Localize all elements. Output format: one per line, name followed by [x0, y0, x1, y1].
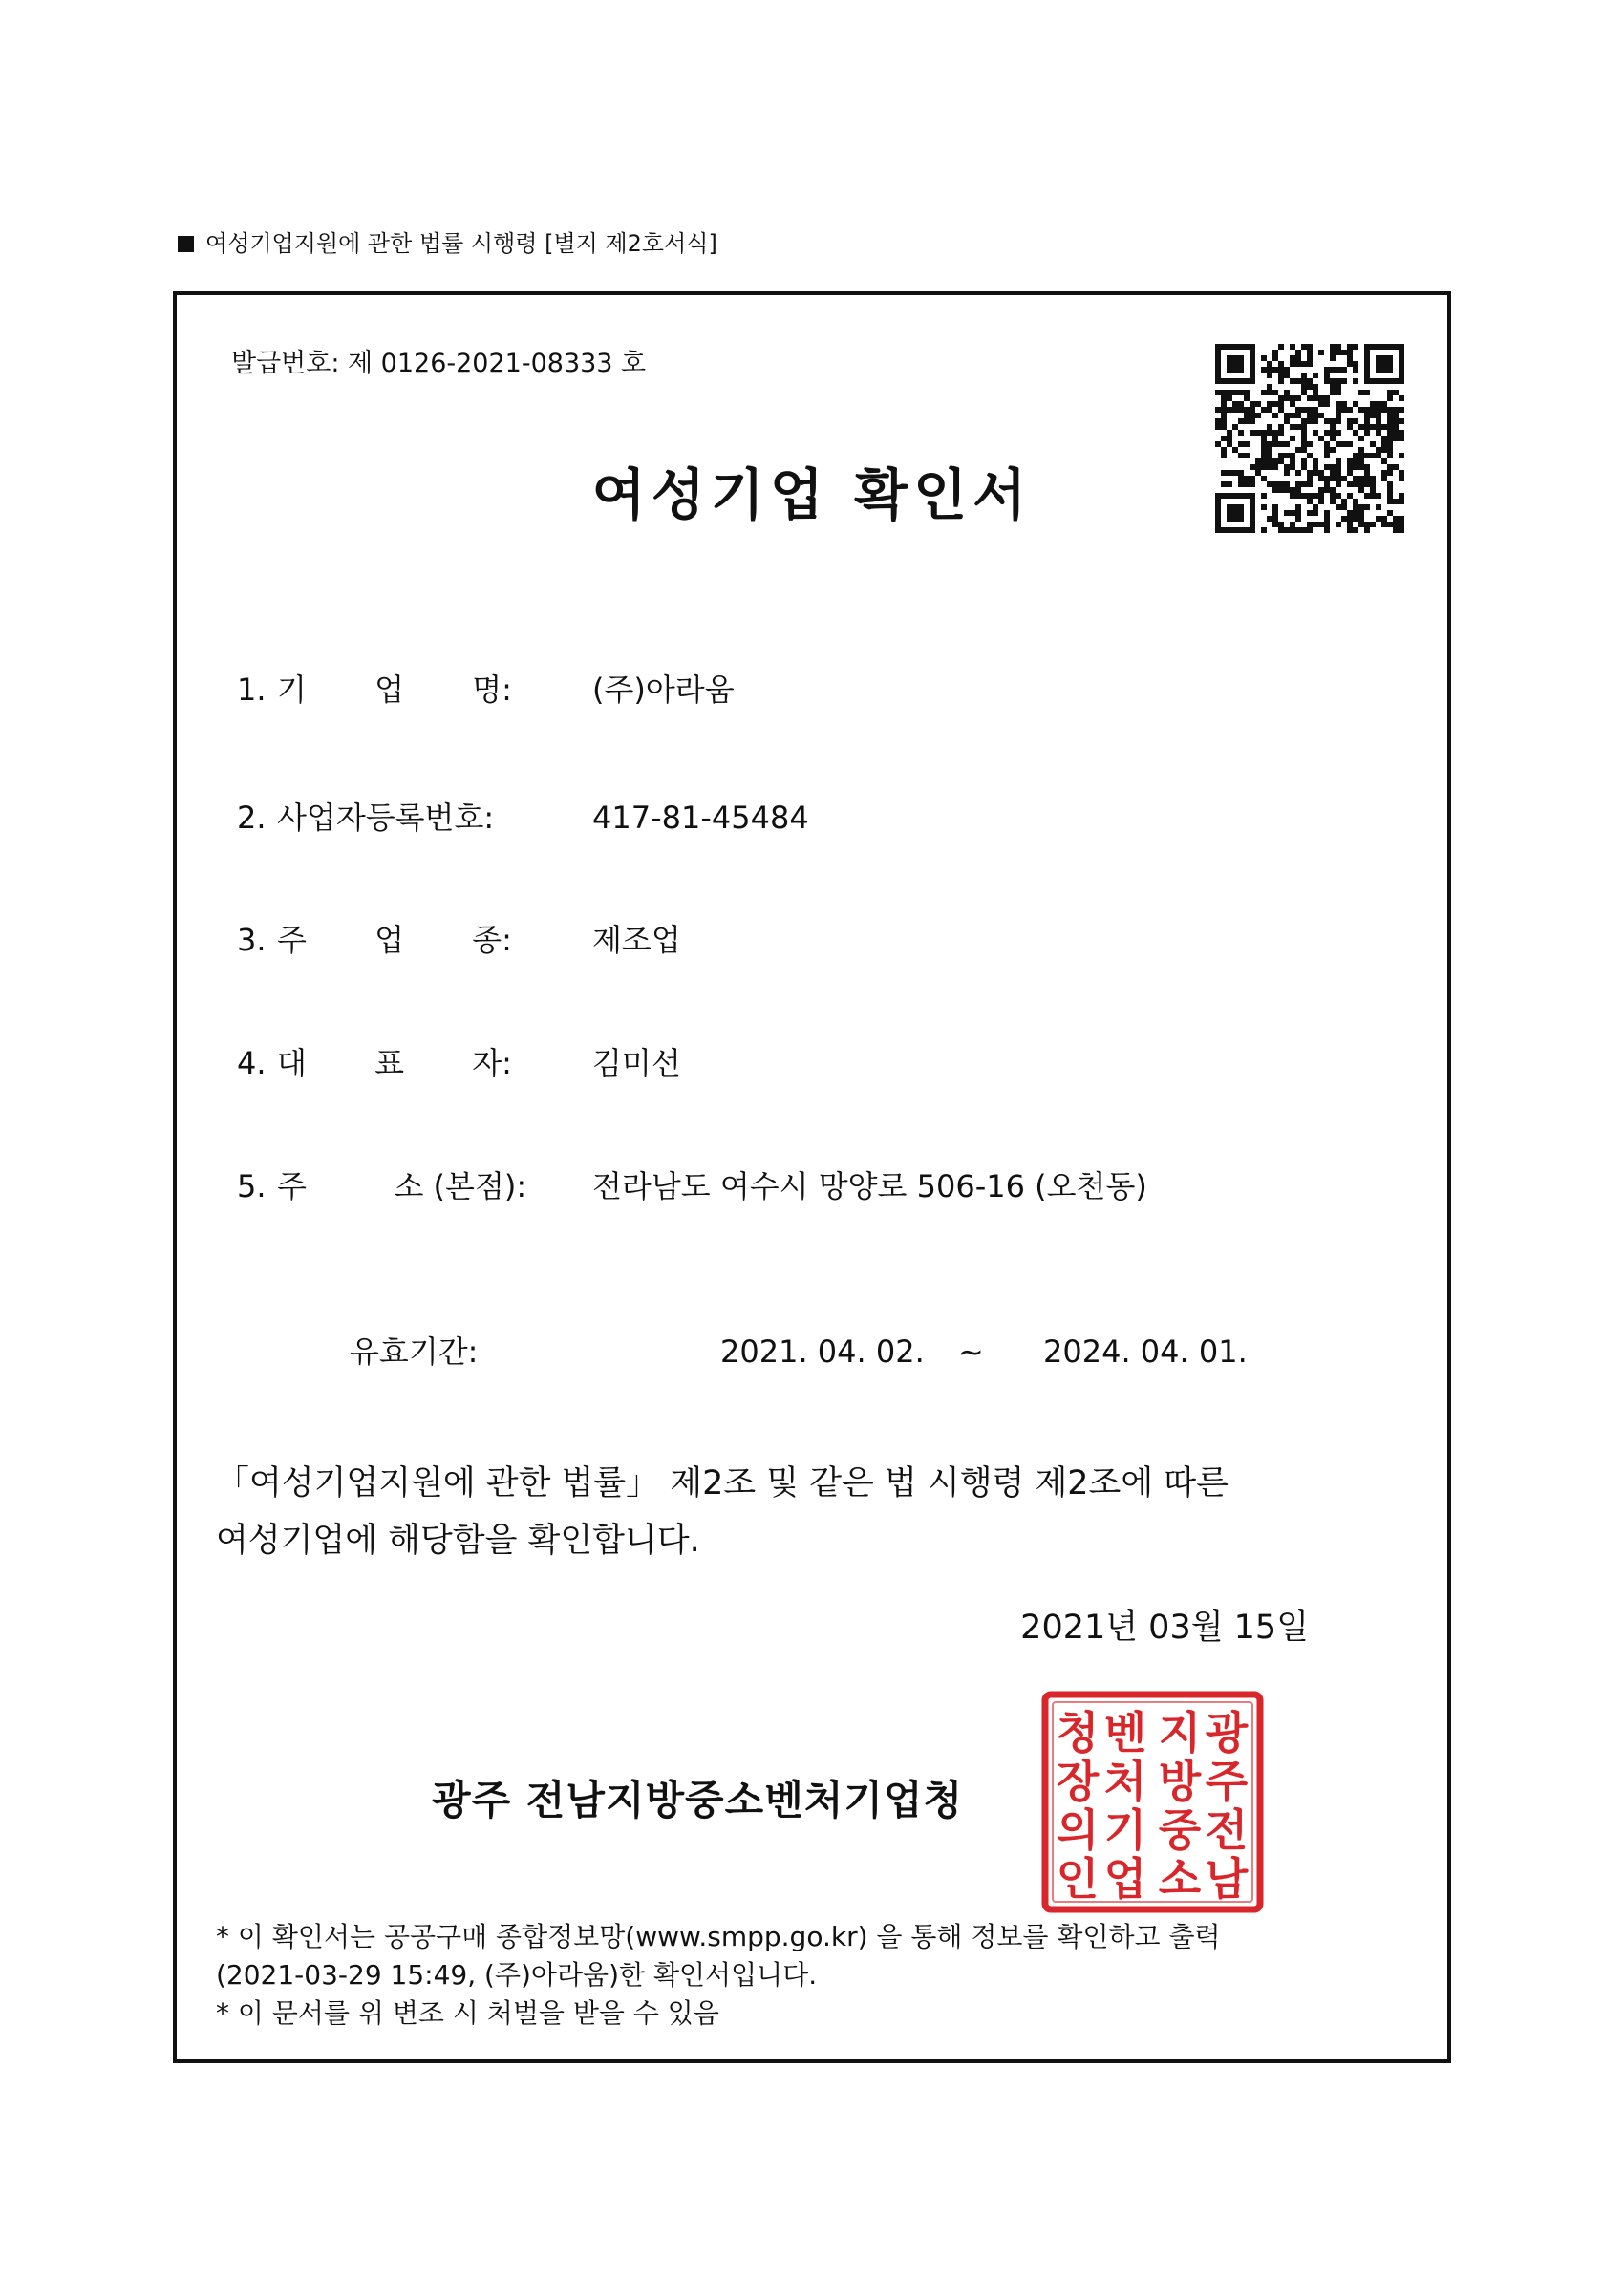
field-number: 3. — [237, 922, 267, 958]
footnotes — [216, 1918, 1221, 2033]
footnote-line: * 이 문서를 위 변조 시 처벌을 받을 수 있음 — [216, 1997, 719, 2029]
seal-character: 장 — [1056, 1756, 1100, 1807]
footnote-line: (2021-03-29 15:49, (주)아라움)한 확인서입니다. — [216, 1959, 818, 1991]
field-representative — [237, 1042, 681, 1084]
square-bullet-icon — [178, 236, 194, 252]
seal-character: 남 — [1205, 1853, 1249, 1905]
validity-label: 유효기간: — [350, 1333, 479, 1370]
field-label: 기 업 명: — [277, 672, 512, 708]
document-title: 여성기업 확인서 — [591, 462, 1033, 527]
field-address — [237, 1165, 1147, 1207]
seal-character: 인 — [1056, 1853, 1100, 1905]
field-number: 1. — [237, 672, 267, 708]
validity-end-date: 2024. 04. 01. — [1043, 1333, 1248, 1370]
official-seal-stamp — [1039, 1689, 1266, 1915]
field-business-registration-number — [237, 797, 809, 839]
statement-line: 「여성기업지원에 관한 법률」 제2조 및 같은 법 시행령 제2조에 따른 — [216, 1464, 1229, 1503]
field-label: 사업자등록번호: — [277, 799, 495, 836]
seal-character: 전 — [1205, 1804, 1249, 1856]
issuer-name: 광주 전남지방중소벤처기업청 — [432, 1777, 964, 1823]
validity-tilde: ~ — [958, 1333, 984, 1370]
seal-character: 주 — [1205, 1756, 1249, 1807]
seal-character: 지 — [1158, 1707, 1202, 1759]
field-number: 4. — [237, 1045, 267, 1081]
seal-character: 의 — [1056, 1804, 1100, 1856]
seal-character: 벤 — [1103, 1707, 1147, 1759]
seal-character: 청 — [1056, 1707, 1100, 1759]
field-number: 5. — [237, 1168, 267, 1204]
form-caption — [178, 227, 717, 260]
field-value: (주)아라움 — [592, 672, 735, 708]
field-company-name — [237, 669, 735, 711]
field-label: 주 업 종: — [277, 922, 512, 958]
field-value: 김미선 — [592, 1045, 681, 1081]
field-number: 2. — [237, 799, 267, 836]
form-caption-text: 여성기업지원에 관한 법률 시행령 [별지 제2호서식] — [205, 230, 717, 257]
statement-line: 여성기업에 해당함을 확인합니다. — [216, 1522, 700, 1560]
confirmation-statement — [216, 1455, 1229, 1569]
seal-character: 처 — [1103, 1756, 1147, 1807]
field-value: 전라남도 여수시 망양로 506-16 (오천동) — [592, 1168, 1147, 1204]
seal-character: 기 — [1103, 1804, 1147, 1856]
seal-character: 광 — [1205, 1707, 1249, 1759]
field-label: 대 표 자: — [277, 1045, 512, 1081]
field-value: 제조업 — [592, 922, 681, 958]
issue-date: 2021년 03월 15일 — [1020, 1609, 1309, 1647]
seal-character: 소 — [1158, 1853, 1202, 1905]
seal-character: 업 — [1103, 1853, 1147, 1905]
field-value: 417-81-45484 — [592, 799, 809, 836]
field-label: 주 소 (본점): — [277, 1168, 527, 1204]
seal-character: 중 — [1158, 1804, 1202, 1856]
seal-character: 방 — [1158, 1756, 1202, 1807]
validity-start-date: 2021. 04. 02. — [720, 1333, 925, 1370]
field-main-industry — [237, 919, 681, 961]
issue-number: 발급번호: 제 0126-2021-08333 호 — [231, 349, 647, 378]
footnote-line: * 이 확인서는 공공구매 종합정보망(www.smpp.go.kr) 을 통해 정보를 확인하고 출력 — [216, 1921, 1221, 1952]
